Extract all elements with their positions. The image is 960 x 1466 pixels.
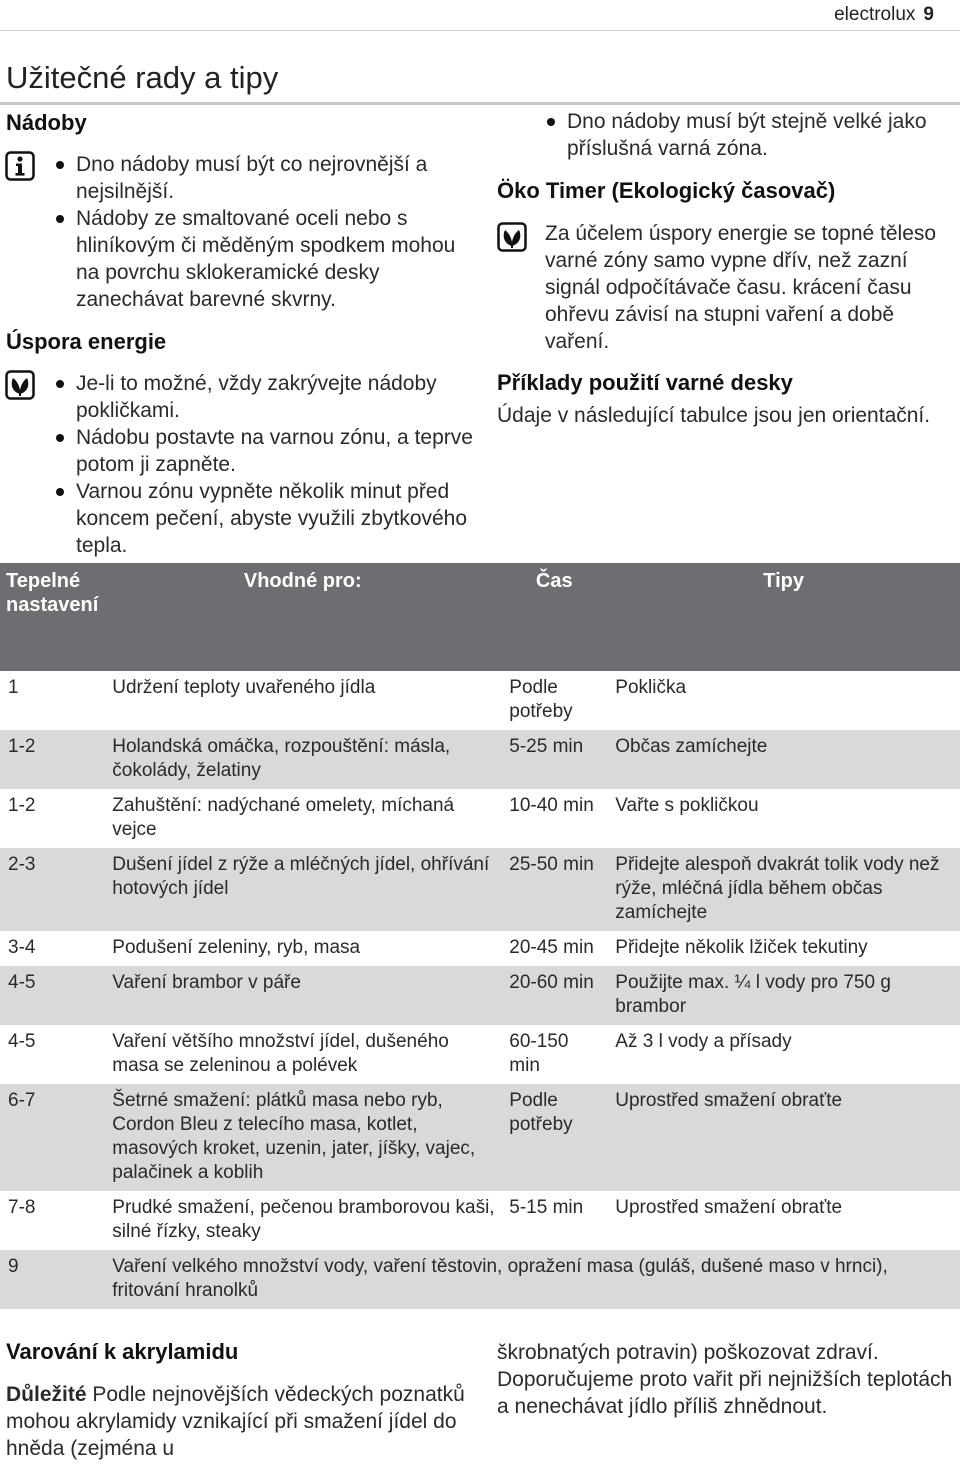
table-cell: 5-15 min <box>501 1191 607 1250</box>
table-cell: 5-25 min <box>501 730 607 789</box>
table-cell: Uprostřed smažení obraťte <box>607 1191 960 1250</box>
table-header-row <box>0 563 960 671</box>
table-cell: 1-2 <box>0 789 104 848</box>
list-item: Nádoby ze smaltované oceli nebo s hliníkovým či měděným spodkem mohou na povrchu sklokeramické desky zanechávat barevné skvrny. <box>54 205 474 313</box>
table-header-cell: Tepelné nastavení <box>0 563 104 671</box>
table-row <box>0 931 960 966</box>
table-cell: Zahuštění: nadýchané omelety, míchaná vejce <box>104 789 501 848</box>
table-cell: Přidejte několik lžiček tekutiny <box>607 931 960 966</box>
list-item: Je-li to možné, vždy zakrývejte nádoby pokličkami. <box>54 370 474 424</box>
list-item: Dno nádoby musí být stejně velké jako příslušná varná zóna. <box>545 108 960 162</box>
table-cell: Použijte max. ¼ l vody pro 750 g brambor <box>607 966 960 1025</box>
table-cell: Dušení jídel z rýže a mléčných jídel, ohřívání hotových jídel <box>104 848 501 931</box>
table-cell: 3-4 <box>0 931 104 966</box>
table-cell: Šetrné smažení: plátků masa nebo ryb, Cordon Bleu z telecího masa, kotlet, masových kroket, uzenin, jater, jíšky, vajec, palačinek a koblih <box>104 1084 501 1191</box>
leaf-icon <box>5 370 35 400</box>
table-cell: 10-40 min <box>501 789 607 848</box>
akrylamid-text: Podle nejnovějších vědeckých poznatků mohou akrylamidy vznikající při smažení jídel do hněda (zejména u <box>6 1383 465 1460</box>
table-cell: Udržení teploty uvařeného jídla <box>104 671 501 730</box>
table-row <box>0 1025 960 1084</box>
table-row <box>0 1191 960 1250</box>
table-row <box>0 1084 960 1191</box>
table-cell: Podle potřeby <box>501 671 607 730</box>
table-row <box>0 1250 960 1309</box>
table-cell: Holandská omáčka, rozpouštění: másla, čokolády, želatiny <box>104 730 501 789</box>
table-cell: Podle potřeby <box>501 1084 607 1191</box>
akrylamid-text-right: škrobnatých potravin) poškozovat zdraví. Doporučujeme proto vařit při nejnižších teplotách a nenechávat jídlo příliš zhnědnout. <box>497 1341 953 1418</box>
table-cell: 20-60 min <box>501 966 607 1025</box>
nadoby-list <box>54 151 474 313</box>
table-row <box>0 966 960 1025</box>
table-cell: Občas zamíchejte <box>607 730 960 789</box>
page-title: Užitečné rady a tipy <box>6 60 279 95</box>
list-item: Dno nádoby musí být co nejrovnější a nejsilnější. <box>54 151 474 205</box>
table-cell: 25-50 min <box>501 848 607 931</box>
title-divider <box>0 102 960 105</box>
info-icon <box>5 151 35 181</box>
table-cell: Přidejte alespoň dvakrát tolik vody než rýže, mléčná jídla během občas zamíchejte <box>607 848 960 931</box>
akrylamid-text-left <box>6 1381 466 1462</box>
nadoby-right-list <box>545 108 960 162</box>
page-number: 9 <box>923 4 934 25</box>
section-heading-uspora: Úspora energie <box>6 329 167 354</box>
table-cell: Uprostřed smažení obraťte <box>607 1084 960 1191</box>
section-heading-akrylamid: Varování k akrylamidu <box>6 1339 239 1364</box>
table-cell: Až 3 l vody a přísady <box>607 1025 960 1084</box>
list-item: Varnou zónu vypněte několik minut před koncem pečení, abyste využili zbytkového tepla. <box>54 478 474 559</box>
header-divider <box>0 30 960 31</box>
page-header <box>834 4 934 26</box>
table-cell: 4-5 <box>0 1025 104 1084</box>
table-row <box>0 789 960 848</box>
cooking-table <box>0 563 960 1309</box>
table-cell: Vaření většího množství jídel, dušeného masa se zeleninou a polévek <box>104 1025 501 1084</box>
table-cell: 4-5 <box>0 966 104 1025</box>
table-cell: 2-3 <box>0 848 104 931</box>
table-cell: 1 <box>0 671 104 730</box>
table-cell: Podušení zeleniny, ryb, masa <box>104 931 501 966</box>
table-row <box>0 848 960 931</box>
table-cell: 6-7 <box>0 1084 104 1191</box>
table-cell: 20-45 min <box>501 931 607 966</box>
table-cell: 9 <box>0 1250 104 1309</box>
section-heading-oko-timer: Öko Timer (Ekologický časovač) <box>497 178 836 203</box>
table-cell: 60-150 min <box>501 1025 607 1084</box>
leaf-icon <box>497 222 527 252</box>
table-header-cell: Čas <box>501 563 607 671</box>
uspora-list <box>54 370 474 559</box>
section-heading-nadoby: Nádoby <box>6 110 87 135</box>
table-header-cell: Tipy <box>607 563 960 671</box>
table-cell: Vařte s pokličkou <box>607 789 960 848</box>
priklady-text: Údaje v následující tabulce jsou jen orientační. <box>497 404 931 427</box>
table-cell: Vaření velkého množství vody, vaření těstovin, opražení masa (guláš, dušené maso v hrnci), fritování hranolků <box>104 1250 960 1309</box>
table-header-cell: Vhodné pro: <box>104 563 501 671</box>
table-cell: Poklička <box>607 671 960 730</box>
oko-timer-text: Za účelem úspory energie se topné těleso varné zóny samo vypne dřív, než zazní signál odpočítávače času. krácení času ohřevu závisí na stupni vaření a době vaření. <box>545 222 937 353</box>
brand-name: electrolux <box>834 4 916 25</box>
section-heading-priklady: Příklady použití varné desky <box>497 370 793 395</box>
table-cell: Prudké smažení, pečenou bramborovou kaši, silné řízky, steaky <box>104 1191 501 1250</box>
table-row <box>0 730 960 789</box>
list-item: Nádobu postavte na varnou zónu, a teprve potom ji zapněte. <box>54 424 474 478</box>
table-cell: Vaření brambor v páře <box>104 966 501 1025</box>
table-cell: 7-8 <box>0 1191 104 1250</box>
table-row <box>0 671 960 730</box>
important-label: Důležité <box>6 1383 87 1406</box>
table-cell: 1-2 <box>0 730 104 789</box>
